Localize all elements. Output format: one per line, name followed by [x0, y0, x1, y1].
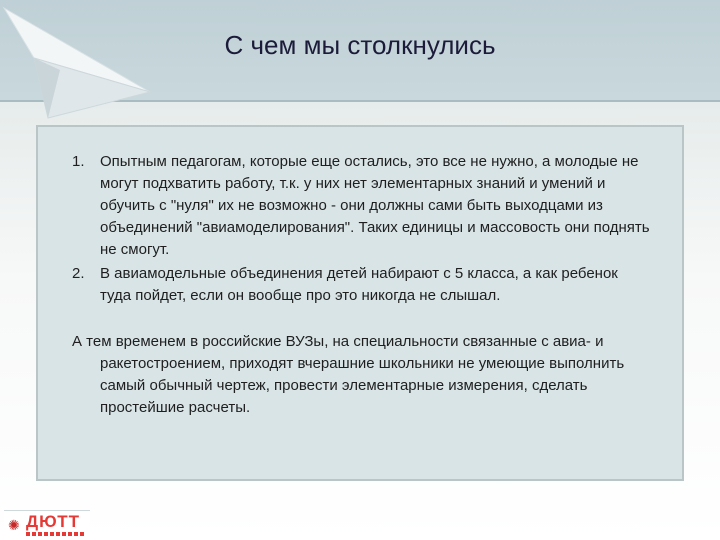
logo-text: ДЮТТ: [26, 512, 80, 531]
paper-plane-icon: [0, 0, 170, 130]
numbered-list: [72, 151, 652, 307]
content-box: [36, 125, 684, 481]
logo-strip: [26, 532, 86, 536]
list-item-text: В авиамодельные объединения детей набирают с 5 класса, а как ребенок туда пойдет, если он вообще про это никогда не слышал.: [100, 265, 618, 304]
list-item-number: 2.: [72, 265, 85, 282]
list-item: [72, 151, 652, 261]
list-item-number: 1.: [72, 153, 85, 170]
list-item: [72, 263, 652, 307]
dyutt-logo: [4, 510, 90, 539]
summary-paragraph: А тем временем в российские ВУЗы, на специальности связанные с авиа- и ракетостроением, приходят вчерашние школьники не умеющие выполнить самый обычный чертеж, провести элементарные измерения, сделать простейшие расчеты.: [72, 333, 625, 416]
page-title: С чем мы столкнулись: [224, 30, 496, 60]
atom-icon: ✺: [8, 517, 20, 533]
list-item-text: Опытным педагогам, которые еще остались, это все не нужно, а молодые не могут подхватить работу, т.к. у них нет элементарных знаний и умений и обучить с "нуля" их не возможно - они должны сами быть выходцами из объединений "авиамоделирования". Таких единицы и массовость они поднять не смогут.: [100, 153, 650, 258]
